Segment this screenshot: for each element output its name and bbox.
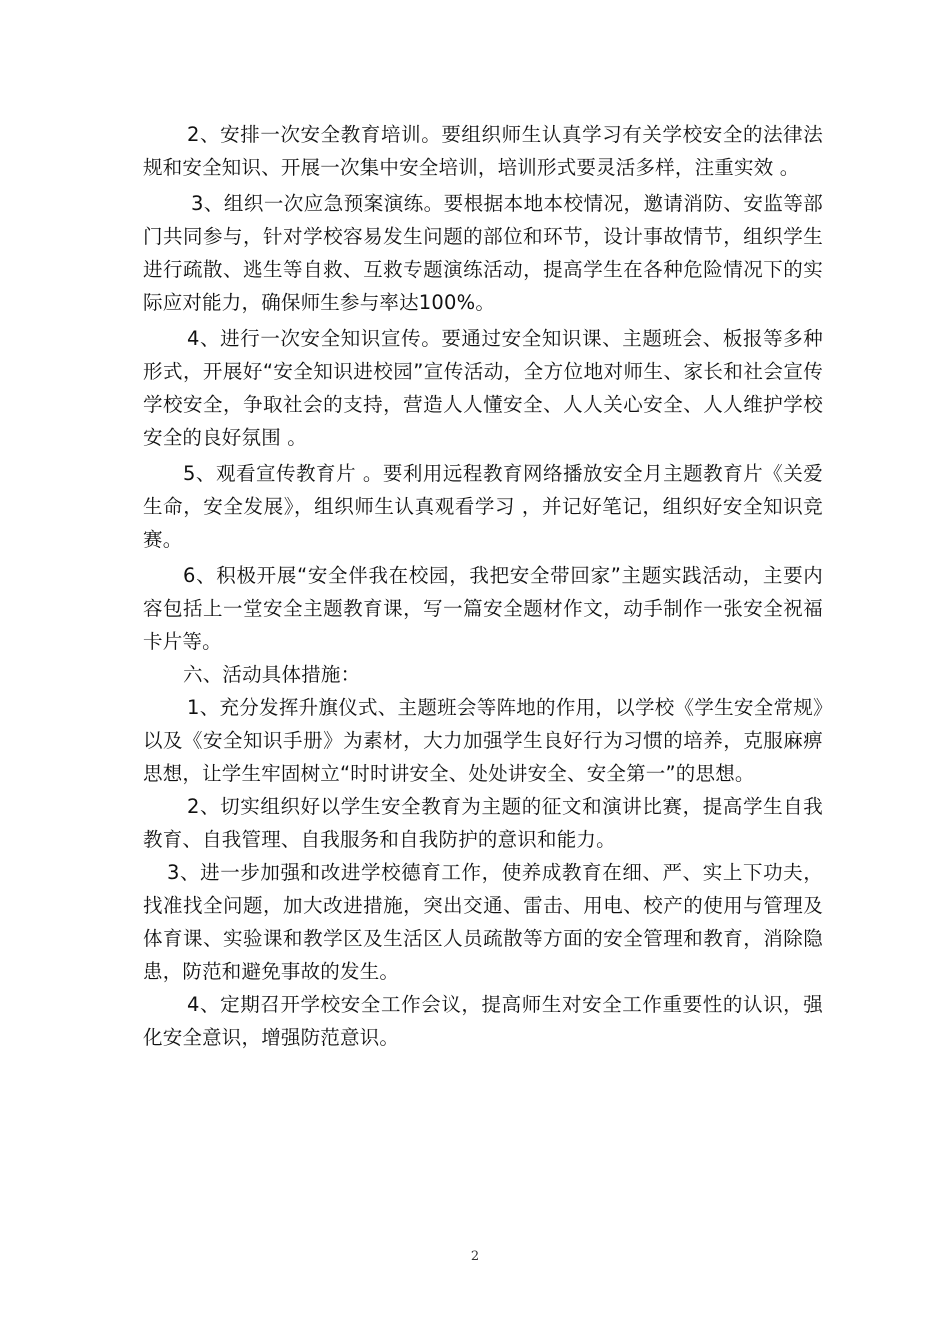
paragraph-measure-1: 1、充分发挥升旗仪式、主题班会等阵地的作用，以学校《学生安全常规》以及《安全知识手册》为素材，大力加强学生良好行为习惯的培养，克服麻痹思想，让学生牢固树立“时时讲安全、处处讲安全、安全第一”的思想。 xyxy=(143,696,823,785)
paragraph-practice-activity: 6、积极开展“安全伴我在校园，我把安全带回家”主题实践活动，主要内容包括上一堂安全主题教育课，写一篇安全题材作文，动手制作一张安全祝福卡片等。 xyxy=(143,564,823,653)
section-heading-measures: 六、活动具体措施： xyxy=(183,663,361,686)
page-number: 2 xyxy=(470,1249,480,1264)
paragraph-measure-2: 2、切实组织好以学生安全教育为主题的征文和演讲比赛，提高学生自我教育、自我管理、自我服务和自我防护的意识和能力。 xyxy=(143,795,823,851)
document-body xyxy=(143,118,823,1054)
paragraph-measure-4: 4、定期召开学校安全工作会议，提高师生对安全工作重要性的认识，强化安全意识，增强防范意识。 xyxy=(143,993,823,1049)
paragraph-watch-film: 5、观看宣传教育片 。要利用远程教育网络播放安全月主题教育片《关爱生命，安全发展》，组织师生认真观看学习 ，并记好笔记，组织好安全知识竞赛。 xyxy=(143,462,823,551)
paragraph-safety-training: 2、安排一次安全教育培训。要组织师生认真学习有关学校安全的法律法规和安全知识、开展一次集中安全培训，培训形式要灵活多样，注重实效 。 xyxy=(143,123,823,179)
paragraph-emergency-drill: 3、组织一次应急预案演练。要根据本地本校情况，邀请消防、安监等部门共同参与，针对学校容易发生问题的部位和环节，设计事故情节，组织学生进行疏散、逃生等自救、互救专题演练活动，提高学生在各种危险情况下的实际应对能力，确保师生参与率达100%。 xyxy=(143,192,823,314)
paragraph-knowledge-publicity: 4、进行一次安全知识宣传。要通过安全知识课、主题班会、板报等多种形式，开展好“安全知识进校园”宣传活动，全方位地对师生、家长和社会宣传学校安全，争取社会的支持，营造人人懂安全、人人关心安全、人人维护学校安全的良好氛围 。 xyxy=(143,327,823,449)
paragraph-measure-3: 3、进一步加强和改进学校德育工作，使养成教育在细、严、实上下功夫，找准找全问题，加大改进措施，突出交通、雷击、用电、校产的使用与管理及体育课、实验课和教学区及生活区人员疏散等方面的安全管理和教育，消除隐患，防范和避免事故的发生。 xyxy=(143,861,823,983)
